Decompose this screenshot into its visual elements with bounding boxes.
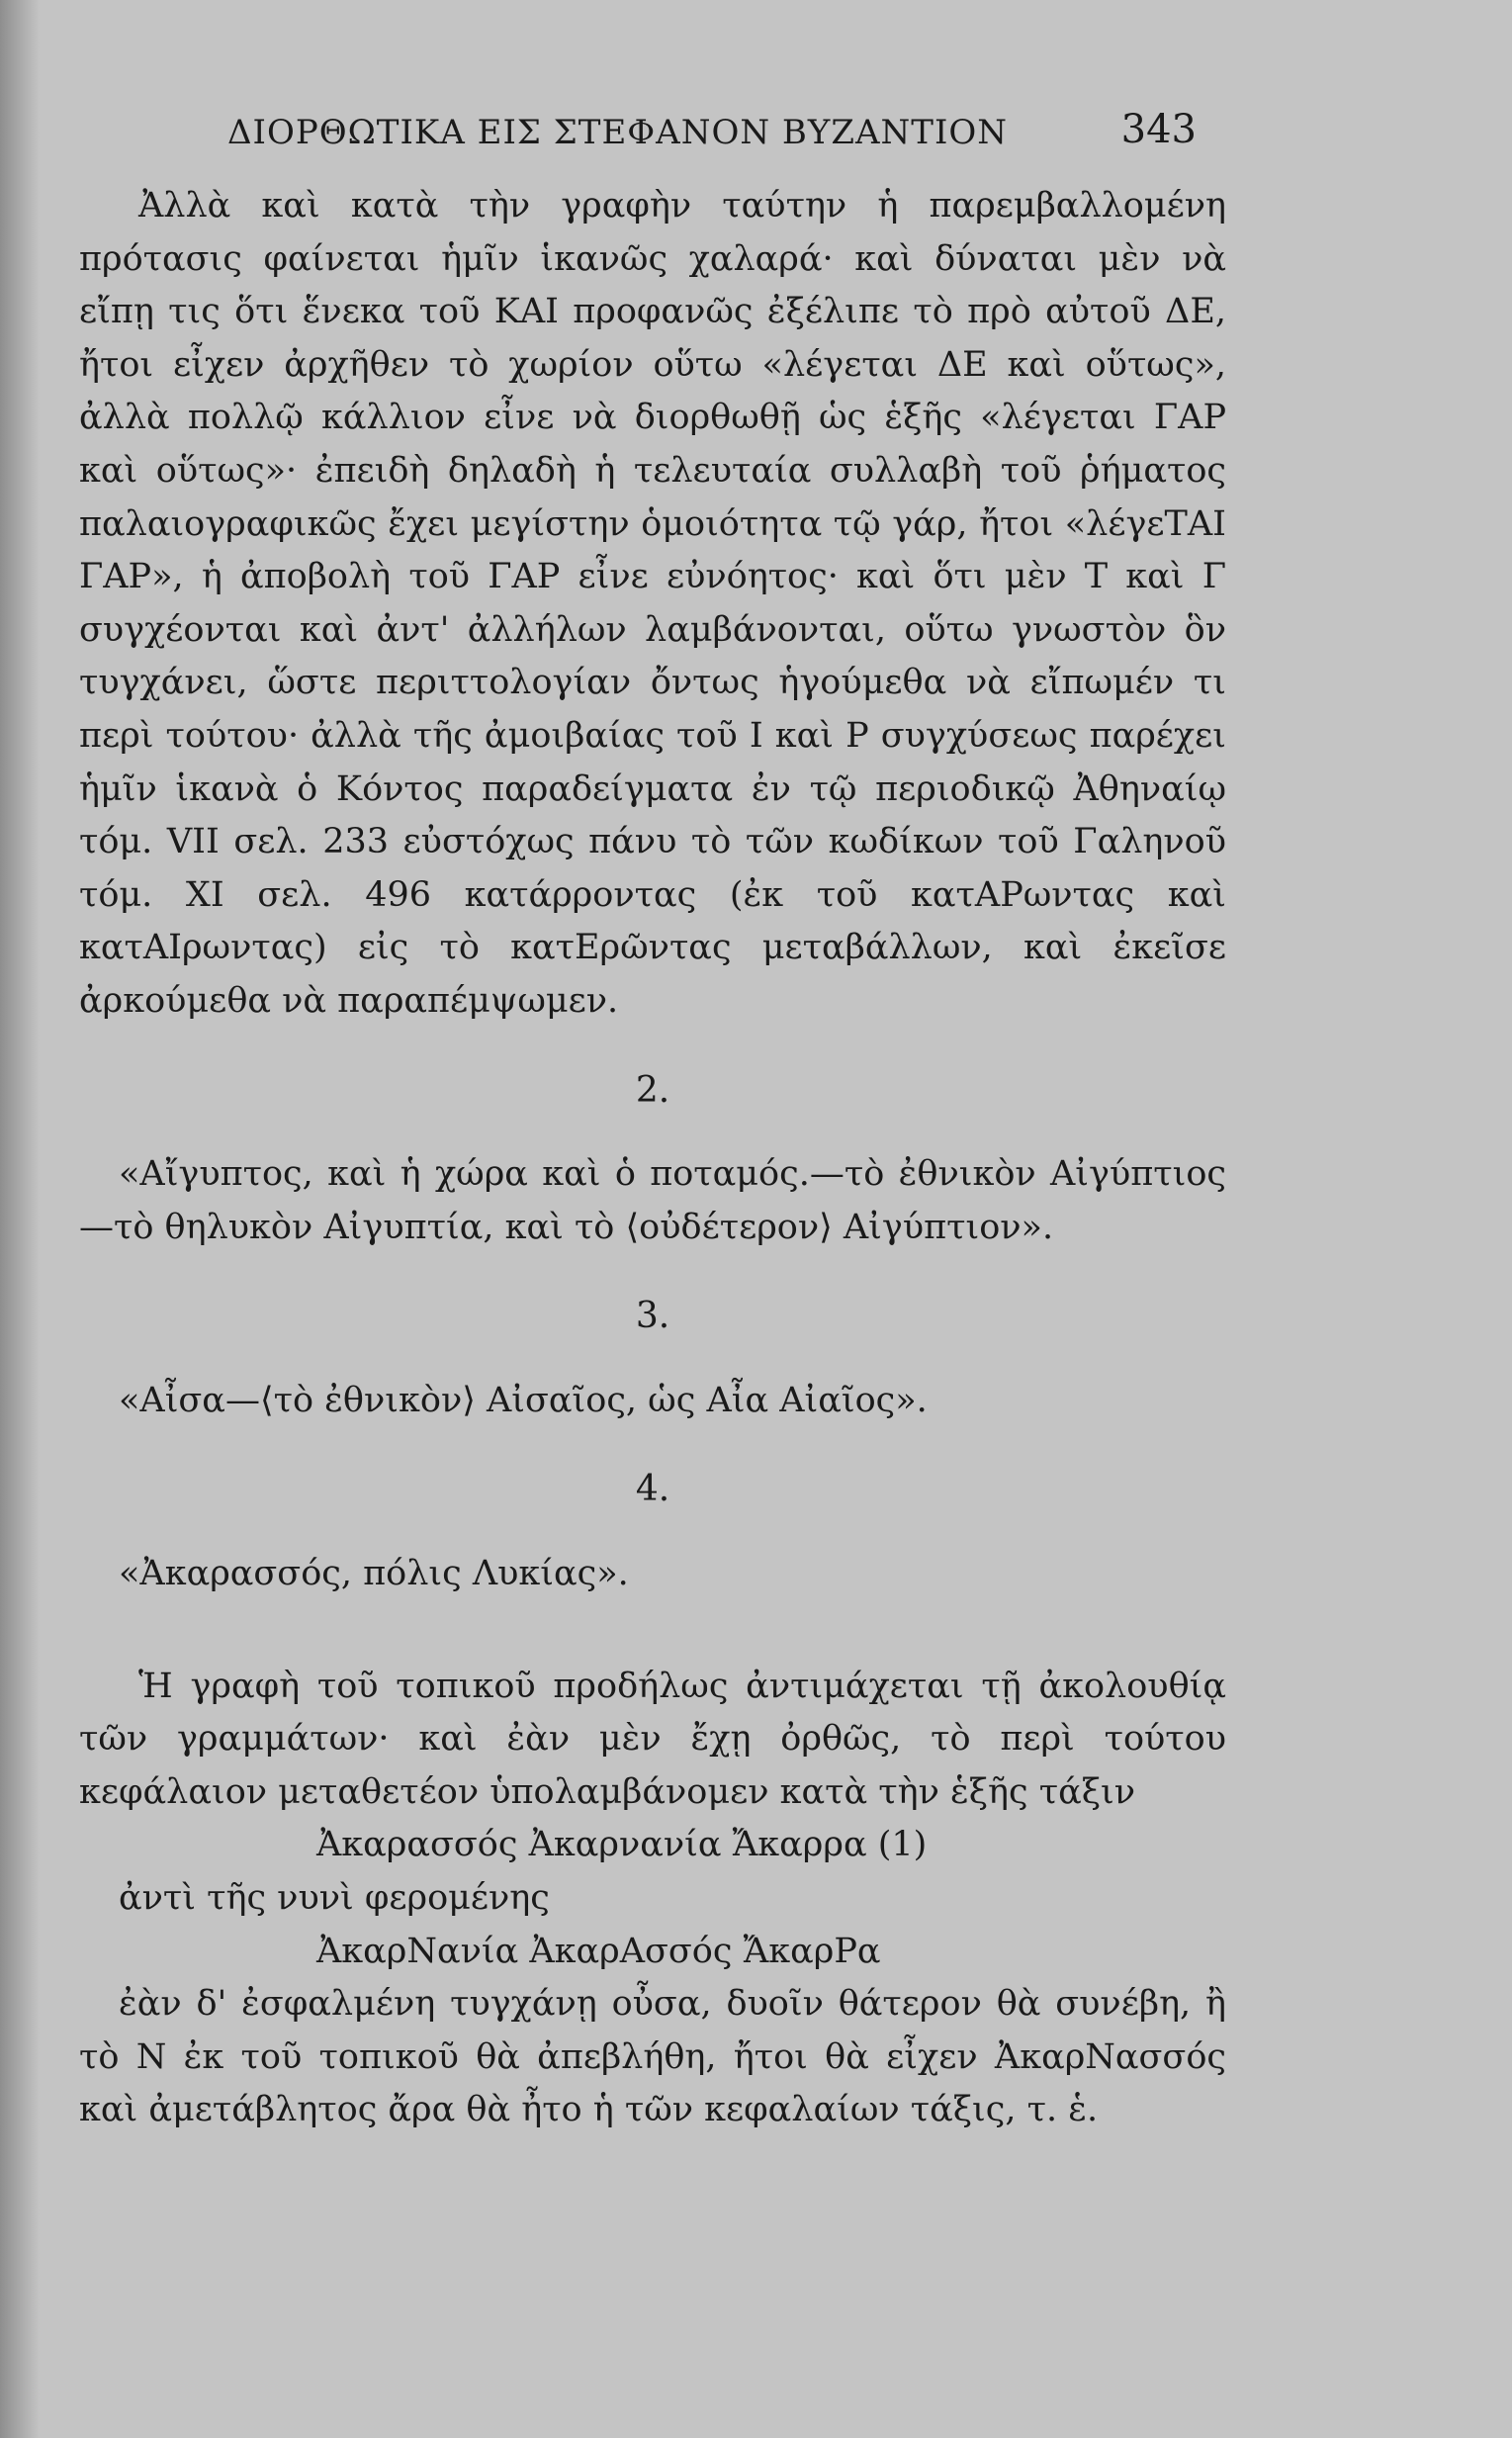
order-row: Ἀκαρασσός Ἀκαρνανία Ἄκαρρα (1) (316, 1825, 928, 1865)
lemma-entry: «Αἴγυπτος, καὶ ἡ χώρα καὶ ὁ ποταμός.—τὸ ἐθνικὸν Αἰγύπτιος—τὸ θηλυκὸν Αἰγυπτία, καὶ τὸ ⟨οὐδέτερον⟩ Αἰγύπτιον». (79, 1154, 1226, 1247)
gutter-shadow (0, 0, 40, 2438)
page-header (227, 107, 1197, 166)
paragraph: Ἀλλὰ καὶ κατὰ τὴν γραφὴν ταύτην ἡ παρεμβαλλομένη πρότασις φαίνεται ἡμῖν ἱκανῶς χαλαρά· καὶ δύναται μὲν νὰ εἴπῃ τις ὅτι ἕνεκα τοῦ ΚΑΙ προφανῶς ἐξέλιπε τὸ πρὸ αὐτοῦ ΔΕ, ἤτοι εἶχεν ἀρχῆθεν τὸ χωρίον οὕτω «λέγεται ΔΕ καὶ οὕτως», ἀλλὰ πολλῷ κάλλιον εἶνε νὰ διορθωθῇ ὡς ἑξῆς «λέγεται ΓΑΡ καὶ οὕτως»· ἐπειδὴ δηλαδὴ ἡ τελευταία συλλαβὴ τοῦ ῥήματος παλαιογραφικῶς ἔχει μεγίστην ὁμοιότητα τῷ γάρ, ἤτοι «λέγεΤΑΙ ΓΑΡ», ἡ ἀποβολὴ τοῦ ΓΑΡ εἶνε εὐνόητος· καὶ ὅτι μὲν Τ καὶ Γ συγχέονται καὶ ἀντ' ἀλλήλων λαμβάνονται, οὕτω γνωστὸν ὃν τυγχάνει, ὥστε περιττολογίαν ὄντως ἡγούμεθα νὰ εἴπωμέν τι περὶ τούτου· ἀλλὰ τῆς ἀμοιβαίας τοῦ Ι καὶ Ρ συγχύσεως παρέχει ἡμῖν ἱκανὰ ὁ Κόντος παραδείγματα ἐν τῷ περιοδικῷ Ἀθηναίῳ τόμ. VII σελ. 233 εὐστόχως πάνυ τὸ τῶν κωδίκων τοῦ Γαληνοῦ τόμ. XI σελ. 496 κατάρροντας (ἐκ τοῦ κατΑΡωντας καὶ κατΑΙρωντας) εἰς τὸ κατΕρῶντας μεταβάλλων, καὶ ἐκεῖσε ἀρκούμεθα νὰ παραπέμψωμεν. (79, 186, 1226, 1021)
page-number: 343 (1120, 107, 1197, 152)
section-number: 3. (635, 1296, 670, 1337)
paragraph: ἐὰν δ' ἐσφαλμένη τυγχάνῃ οὖσα, δυοῖν θάτερον θὰ συνέβη, ἢ τὸ Ν ἐκ τοῦ τοπικοῦ θὰ ἀπεβλήθη, ἤτοι θὰ εἶχεν ἈκαρΝασσός καὶ ἀμετάβλητος ἄρα θὰ ἦτο ἡ τῶν κεφαλαίων τάξις, τ. ἑ. (79, 1984, 1226, 2130)
lemma-entry: «Αἶσα—⟨τὸ ἐθνικὸν⟩ Αἰσαῖος, ὡς Αἶα Αἰαῖος». (119, 1380, 928, 1420)
order-row: ἈκαρΝανία ἈκαρΑσσός ἌκαρΡα (316, 1931, 881, 1971)
order-caption: ἀντὶ τῆς νυνὶ φερομένης (119, 1878, 550, 1919)
section-number: 4. (635, 1469, 670, 1510)
section-number: 2. (635, 1069, 670, 1111)
lemma-entry: «Ἀκαρασσός, πόλις Λυκίας». (119, 1554, 629, 1594)
body-text (79, 180, 1226, 2137)
running-head: ΔΙΟΡΘΩΤΙΚΑ ΕΙΣ ΣΤΕΦΑΝΟΝ ΒΥΖΑΝΤΙΟΝ (227, 113, 1009, 152)
paragraph: Ἡ γραφὴ τοῦ τοπικοῦ προδήλως ἀντιμάχεται τῇ ἀκολουθίᾳ τῶν γραμμάτων· καὶ ἐὰν μὲν ἔχῃ ὀρθῶς, τὸ περὶ τούτου κεφάλαιον μεταθετέον ὑπολαμβάνομεν κατὰ τὴν ἑξῆς τάξιν (79, 1666, 1226, 1812)
